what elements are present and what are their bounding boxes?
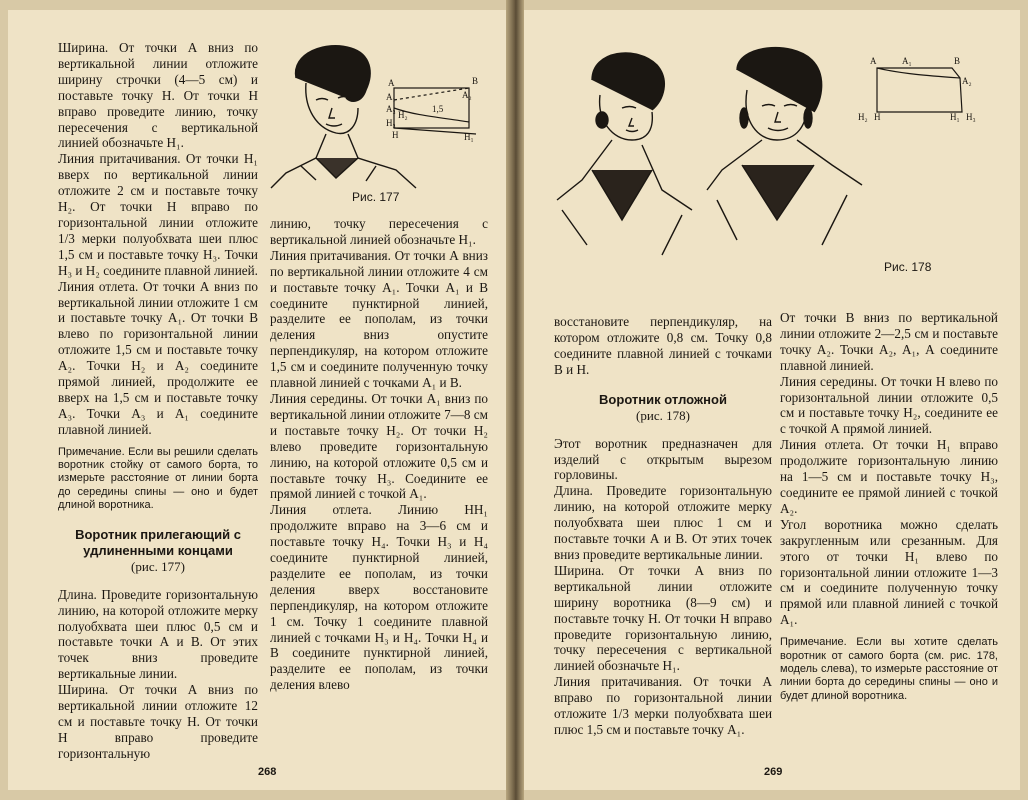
figure-label: Н bbox=[874, 112, 881, 122]
paragraph: Длина. Проведите горизонтальную линию, на которой отложите мерку полуобхвата шеи плюс 1 см и поставьте точки А и В. От этих точек вниз проведите вертикальные линии. bbox=[554, 483, 772, 562]
note: Примечание. Если вы решили сделать воротник стойку от самого борта, то измерьте расстояние от линии борта до середины спины — оно и будет длиной воротника. bbox=[58, 445, 258, 512]
section-heading bbox=[554, 392, 772, 424]
figure-label: А₃ bbox=[386, 104, 396, 114]
woman-portrait-left-illustration bbox=[557, 53, 692, 255]
page-number: 269 bbox=[764, 766, 783, 778]
figure-label: Н bbox=[392, 130, 399, 140]
figure-label: А bbox=[388, 78, 395, 88]
heading-title: Воротник отложной bbox=[599, 391, 727, 407]
right-page bbox=[524, 10, 1020, 790]
page-number: 268 bbox=[258, 766, 277, 778]
paragraph: Линия отлета. Линию НН₁ продолжите вправо на 3—6 см и поставьте точку Н₄. Точки Н₃ и Н₄ соедините пунктирной линией, разделите ее пополам, из точки деления вверх восстановите перпендикуляр, на котором отложите 1 см. Точку 1 соедините плавной линией с точками Н₃ и Н₄. Точки Н₄ и В соедините пунктирной линией, разделите ее пополам, из точки деления влево bbox=[270, 502, 488, 693]
figure-label: А₁ bbox=[902, 56, 912, 66]
paragraph: Этот воротник предназначен для изделий с открытым вырезом горловины. bbox=[554, 435, 772, 483]
figure-label: В bbox=[472, 76, 479, 86]
figure-label: А₂ bbox=[962, 76, 972, 86]
paragraph: Линия притачивания. От точки Н₁ вверх по вертикальной линии отложите 2 см и поставьте точку Н₂. От точки Н вправо по горизонтальной линии отложите 1/3 мерки полуобхвата шеи плюс 1,5 см и поставьте точку Н₃. Точки Н₃ и Н₂ соедините плавной линией. bbox=[58, 151, 258, 278]
paragraph: Линия отлета. От точки А вниз по вертикальной линии отложите 1 см и поставьте точку А₁. От точки В влево по горизонтальной линии отложите 1,5 см и поставьте точку А₂. Точки Н₂ и А₂ соедините прямой линией, продолжите ее вверх на 1,5 см и поставьте точку А₃. Точки А₃ и А₁ соедините плавной линией. bbox=[58, 278, 258, 437]
right-column-2 bbox=[780, 310, 998, 703]
paragraph: Линия притачивания. От точки А вниз по вертикальной линии отложите 4 см и поставьте точку А₁. Точки А₁ и В соедините пунктирной линией, разделите ее пополам, из точки деления вниз опустите перпендикуляр, на котором отложите 1,5 см и соедините полученную точку плавной линией с точками А₁ и В. bbox=[270, 247, 488, 391]
woman-portrait-right-illustration bbox=[707, 48, 862, 245]
paragraph: От точки В вниз по вертикальной линии отложите 2—2,5 см и поставьте точку А₂. Точки А₂, А₁, А соедините плавной линией. bbox=[780, 310, 998, 373]
figure-label: А bbox=[870, 56, 877, 66]
heading-subtitle: (рис. 177) bbox=[131, 558, 185, 574]
left-column-1 bbox=[58, 40, 258, 762]
right-column-1 bbox=[554, 314, 772, 738]
figure-label: Н₁ bbox=[464, 132, 474, 142]
figure-label: А₁ bbox=[386, 92, 396, 102]
book-gutter bbox=[506, 0, 524, 800]
paragraph: линию, точку пересечения с вертикальной линией обозначьте Н₁. bbox=[270, 216, 488, 247]
paragraph: Линия притачивания. От точки А вправо по горизонтальной линии отложите 1/3 мерки полуобхвата шеи плюс 1,5 см и поставьте точку А₁. bbox=[554, 674, 772, 737]
heading-title: Воротник прилегающий с удлиненными концами bbox=[75, 526, 241, 558]
paragraph: Линия отлета. От точки Н₁ вправо продолжите горизонтальную линию на 1—5 см и поставьте точку Н₃, соедините ее прямой линией с точкой А₂. bbox=[780, 437, 998, 516]
figure-label: Н₂ bbox=[858, 112, 868, 122]
paragraph: Угол воротника можно сделать закругленным или срезанным. Для этого от точки Н₁ влево по горизонтальной линии отложите 1—3 см и соедините полученную точку прямой или плавной линией с точкой А₁. bbox=[780, 516, 998, 628]
figure-label: Н₃ bbox=[966, 112, 976, 122]
figure-178 bbox=[552, 40, 1002, 270]
figure-caption: Рис. 178 bbox=[884, 260, 932, 274]
paragraph: Ширина. От точки А вниз по вертикальной линии отложите 12 см и поставьте точку Н. От точки Н вправо проведите горизонтальную bbox=[58, 682, 258, 761]
paragraph: Линия середины. От точки Н влево по горизонтальной линии отложите 0,5 см и поставьте точку Н₂, соедините ее с точкой А прямой линией. bbox=[780, 373, 998, 437]
figure-label: В bbox=[954, 56, 961, 66]
figure-label: Н₃ bbox=[386, 118, 396, 128]
figure-label: Н₁ bbox=[950, 112, 960, 122]
paragraph: восстановите перпендикуляр, на котором отложите 0,8 см. Точку 0,8 соедините плавной линией с точками В и Н. bbox=[554, 314, 772, 377]
paragraph: Линия середины. От точки А₁ вниз по вертикальной линии отложите 7—8 см и поставьте точку Н₂. От точки Н₂ влево проведите горизонтальную линию, на которой отложите 0,5 см и поставьте точку Н₃. Соедините ее прямой линией с точкой А₁. bbox=[270, 390, 488, 502]
section-heading bbox=[58, 527, 258, 575]
heading-subtitle: (рис. 178) bbox=[636, 407, 690, 423]
paragraph: Длина. Проведите горизонтальную линию, на которой отложите мерку полуобхвата шеи плюс 0,5 см и поставьте точки А и В. От этих точек вниз проведите вертикальные линии. bbox=[58, 586, 258, 682]
paragraph: Ширина. От точки А вниз по вертикальной линии отложите ширину воротника (8—9 см) и поставьте точку Н. От точки Н вправо проведите горизонтальную линию, точку пересечения с вертикальной линией обозначьте Н₁. bbox=[554, 562, 772, 674]
figure-label: 1,5 bbox=[432, 104, 444, 114]
figure-label: А₂ bbox=[462, 90, 472, 100]
collar-pattern-draft bbox=[877, 68, 962, 112]
figure-177 bbox=[266, 38, 496, 198]
figure-label: Н₂ bbox=[398, 110, 408, 120]
note: Примечание. Если вы хотите сделать воротник от самого борта (см. рис. 178, модель слева), то измерьте расстояние от линии борта до середины спины — оно и будет длиной воротника. bbox=[780, 636, 998, 702]
figure-caption: Рис. 177 bbox=[352, 190, 400, 204]
left-page bbox=[8, 10, 506, 790]
paragraph: Ширина. От точки А вниз по вертикальной линии отложите ширину строчки (4—5 см) и поставьте точку Н. От точки Н вправо проведите линию, точку пересечения с вертикальной линией обозначьте Н₁. bbox=[58, 40, 258, 151]
left-column-2 bbox=[270, 216, 488, 693]
